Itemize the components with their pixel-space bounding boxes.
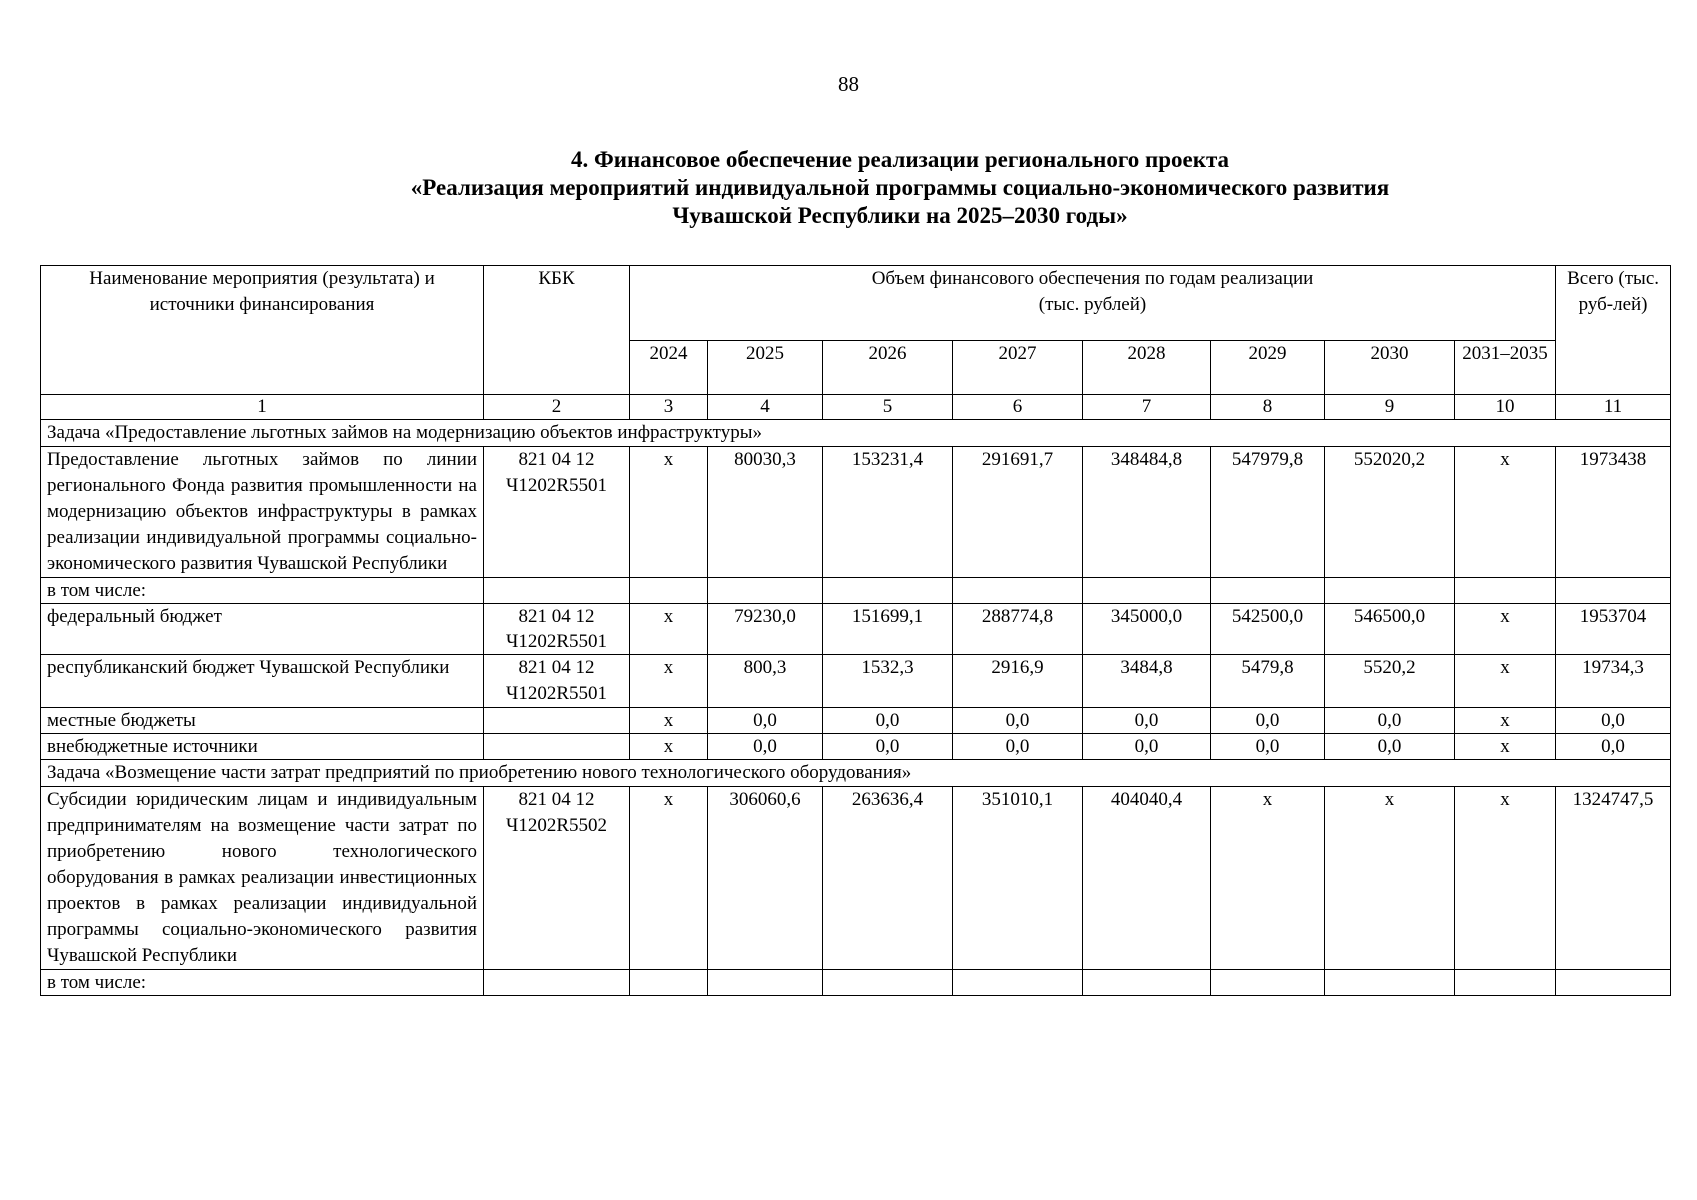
column-number: 4 — [708, 395, 823, 420]
row-value — [953, 578, 1083, 604]
row-name: внебюджетные источники — [41, 734, 484, 760]
column-number: 1 — [41, 395, 484, 420]
row-value: х — [1455, 604, 1556, 655]
row-value: 0,0 — [1556, 708, 1671, 734]
column-number: 6 — [953, 395, 1083, 420]
row-value — [1083, 970, 1211, 996]
row-value: 151699,1 — [823, 604, 953, 655]
row-value — [708, 970, 823, 996]
row-value: 0,0 — [1083, 734, 1211, 760]
column-number: 3 — [630, 395, 708, 420]
header-year: 2026 — [823, 341, 953, 395]
row-name: в том числе: — [41, 970, 484, 996]
row-value: 348484,8 — [1083, 447, 1211, 578]
table-row — [41, 447, 1671, 578]
row-value: х — [1455, 787, 1556, 970]
row-value: 542500,0 — [1211, 604, 1325, 655]
row-value: 1973438 — [1556, 447, 1671, 578]
kbk-target: Ч1202R5501 — [505, 683, 608, 704]
row-value: 1324747,5 — [1556, 787, 1671, 970]
row-kbk — [484, 655, 630, 708]
task-row — [41, 420, 1671, 447]
row-value — [1556, 970, 1671, 996]
row-value — [1083, 578, 1211, 604]
row-value: 0,0 — [1556, 734, 1671, 760]
kbk-target: Ч1202R5501 — [505, 631, 608, 652]
table-row — [41, 604, 1671, 655]
row-value: х — [630, 604, 708, 655]
header-year: 2025 — [708, 341, 823, 395]
header-year: 2030 — [1325, 341, 1455, 395]
column-number: 2 — [484, 395, 630, 420]
column-number: 9 — [1325, 395, 1455, 420]
row-value: 291691,7 — [953, 447, 1083, 578]
row-value: х — [630, 734, 708, 760]
row-value — [630, 578, 708, 604]
row-value: х — [630, 787, 708, 970]
header-year: 2029 — [1211, 341, 1325, 395]
header-year: 2031–2035 — [1455, 341, 1556, 395]
task-row — [41, 760, 1671, 787]
row-value — [1211, 970, 1325, 996]
row-value: 0,0 — [1211, 708, 1325, 734]
row-value: х — [1455, 447, 1556, 578]
table-row — [41, 708, 1671, 734]
column-number: 11 — [1556, 395, 1671, 420]
row-name: федеральный бюджет — [41, 604, 484, 655]
row-value: 5520,2 — [1325, 655, 1455, 708]
title-line-2: «Реализация мероприятий индивидуальной программы социально-экономического развития — [410, 175, 1390, 200]
table-row — [41, 578, 1671, 604]
page-title — [200, 146, 1600, 230]
table-row — [41, 970, 1671, 996]
row-value: 263636,4 — [823, 787, 953, 970]
row-value — [1325, 970, 1455, 996]
row-kbk — [484, 787, 630, 970]
row-name: местные бюджеты — [41, 708, 484, 734]
column-number: 10 — [1455, 395, 1556, 420]
row-value: х — [630, 708, 708, 734]
row-value: 800,3 — [708, 655, 823, 708]
row-value: 0,0 — [708, 708, 823, 734]
row-kbk — [484, 970, 630, 996]
row-value: 1532,3 — [823, 655, 953, 708]
header-volume-unit: (тыс. рублей) — [1038, 294, 1147, 315]
row-value: 351010,1 — [953, 787, 1083, 970]
row-value: 153231,4 — [823, 447, 953, 578]
row-value: х — [1325, 787, 1455, 970]
row-value: 345000,0 — [1083, 604, 1211, 655]
row-value: 0,0 — [708, 734, 823, 760]
row-value — [953, 970, 1083, 996]
row-kbk — [484, 604, 630, 655]
header-total: Всего (тыс. руб-лей) — [1556, 266, 1671, 395]
header-volume — [630, 266, 1556, 341]
row-value: 0,0 — [1325, 708, 1455, 734]
table-row — [41, 734, 1671, 760]
header-name: Наименование мероприятия (результата) и источники финансирования — [41, 266, 484, 395]
row-value: 547979,8 — [1211, 447, 1325, 578]
row-value: 546500,0 — [1325, 604, 1455, 655]
kbk-code: 821 04 12 — [518, 606, 595, 627]
column-number: 7 — [1083, 395, 1211, 420]
row-value: х — [630, 447, 708, 578]
row-value: 5479,8 — [1211, 655, 1325, 708]
row-value: х — [1455, 655, 1556, 708]
table-row — [41, 787, 1671, 970]
column-number: 8 — [1211, 395, 1325, 420]
financing-table — [40, 265, 1671, 996]
row-value: 19734,3 — [1556, 655, 1671, 708]
page-number: 88 — [838, 72, 859, 96]
row-kbk — [484, 578, 630, 604]
task-label: Задача «Предоставление льготных займов на модернизацию объектов инфраструктуры» — [41, 420, 1671, 447]
row-value: 79230,0 — [708, 604, 823, 655]
title-line-1: 4. Финансовое обеспечение реализации регионального проекта — [570, 147, 1230, 172]
kbk-code: 821 04 12 — [518, 789, 595, 810]
row-value: 80030,3 — [708, 447, 823, 578]
row-value: 404040,4 — [1083, 787, 1211, 970]
row-value — [1211, 578, 1325, 604]
row-name: Предоставление льготных займов по линии регионального Фонда развития промышленности на модернизацию объектов инфраструктуры в рамках реализации индивидуальной программы социально-экономического развития Чувашской Республики — [41, 447, 484, 578]
row-kbk — [484, 734, 630, 760]
row-value: 2916,9 — [953, 655, 1083, 708]
row-value: 306060,6 — [708, 787, 823, 970]
header-volume-label: Объем финансового обеспечения по годам реализации — [871, 268, 1314, 289]
kbk-code: 821 04 12 — [518, 657, 595, 678]
row-name: Субсидии юридическим лицам и индивидуальным предпринимателям на возмещение части затрат по приобретению нового технологического оборудования в рамках реализации инвестиционных проектов в рамках реализации индивидуальной программы социально-экономического развития Чувашской Республики — [41, 787, 484, 970]
row-kbk — [484, 447, 630, 578]
header-year: 2027 — [953, 341, 1083, 395]
header-year: 2024 — [630, 341, 708, 395]
row-name: в том числе: — [41, 578, 484, 604]
column-number: 5 — [823, 395, 953, 420]
row-value — [1455, 578, 1556, 604]
kbk-code: 821 04 12 — [518, 449, 595, 470]
row-value — [823, 970, 953, 996]
task-label: Задача «Возмещение части затрат предприятий по приобретению нового технологического оборудования» — [41, 760, 1671, 787]
row-value: 0,0 — [823, 708, 953, 734]
header-year: 2028 — [1083, 341, 1211, 395]
row-value: 0,0 — [1211, 734, 1325, 760]
row-value: 0,0 — [1083, 708, 1211, 734]
title-line-3: Чувашской Республики на 2025–2030 годы» — [672, 203, 1128, 228]
kbk-target: Ч1202R5502 — [505, 815, 608, 836]
row-value: 0,0 — [823, 734, 953, 760]
row-value — [1556, 578, 1671, 604]
row-value — [708, 578, 823, 604]
row-value: 552020,2 — [1325, 447, 1455, 578]
table-row — [41, 655, 1671, 708]
row-value: 0,0 — [1325, 734, 1455, 760]
row-value: х — [1211, 787, 1325, 970]
header-kbk: КБК — [484, 266, 630, 395]
row-value — [1325, 578, 1455, 604]
row-value: 288774,8 — [953, 604, 1083, 655]
row-value: 1953704 — [1556, 604, 1671, 655]
kbk-target: Ч1202R5501 — [505, 475, 608, 496]
row-value: х — [630, 655, 708, 708]
row-name: республиканский бюджет Чувашской Республики — [41, 655, 484, 708]
row-value: 0,0 — [953, 708, 1083, 734]
row-value: х — [1455, 734, 1556, 760]
row-value — [630, 970, 708, 996]
row-value: х — [1455, 708, 1556, 734]
row-value — [1455, 970, 1556, 996]
row-value: 0,0 — [953, 734, 1083, 760]
row-value: 3484,8 — [1083, 655, 1211, 708]
row-kbk — [484, 708, 630, 734]
row-value — [823, 578, 953, 604]
